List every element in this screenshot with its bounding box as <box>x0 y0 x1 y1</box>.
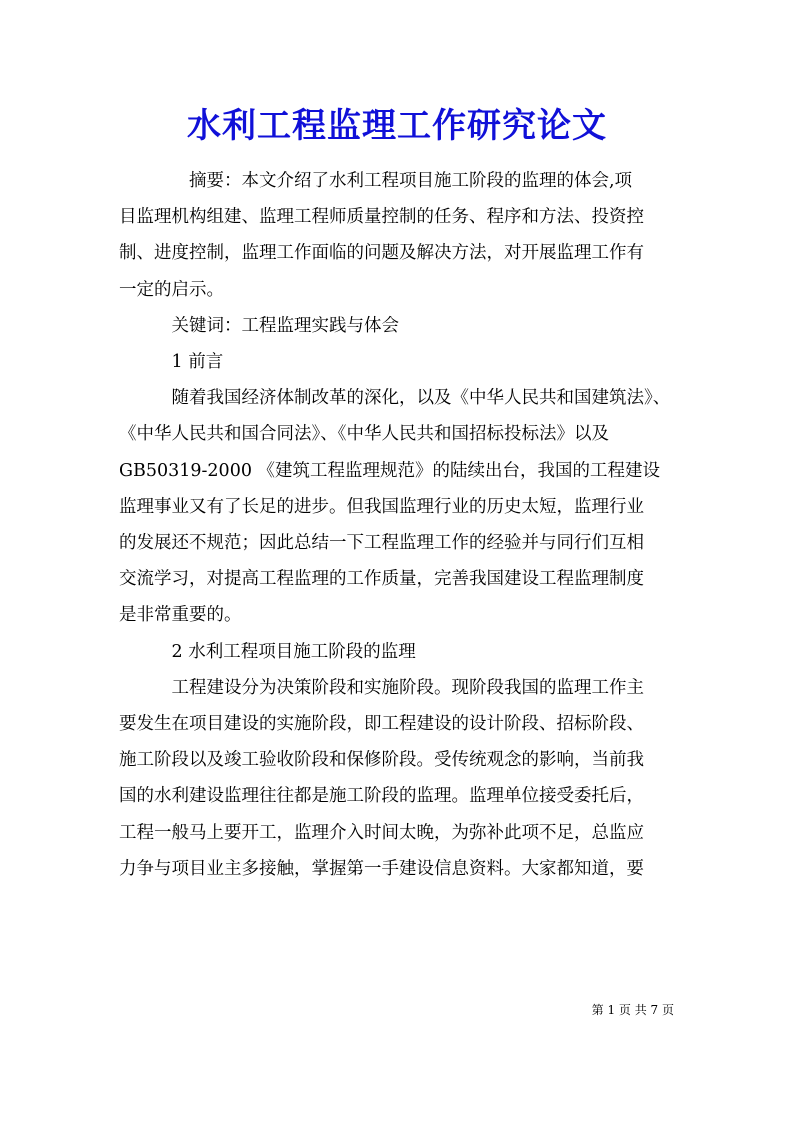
section-heading-2 <box>119 634 675 670</box>
text-line: 1 前言 <box>171 352 224 373</box>
text-line: 2 水利工程项目施工阶段的监理 <box>171 641 416 662</box>
text-line: 目监理机构组建、监理工程师质量控制的任务、程序和方法、投资控 <box>119 207 644 228</box>
text-line: 监理事业又有了长足的进步。但我国监理行业的历史太短，监理行业 <box>119 496 644 517</box>
text-line: 施工阶段以及竣工验收阶段和保修阶段。受传统观念的影响，当前我 <box>119 750 644 771</box>
text-line: 《中华人民共和国合同法》、《中华人民共和国招标投标法》以及 <box>119 424 609 445</box>
document-title: 水利工程监理工作研究论文 <box>187 106 607 146</box>
text-line: 要发生在项目建设的实施阶段，即工程建设的设计阶段、招标阶段、 <box>119 714 644 735</box>
section-2-paragraph <box>119 670 675 887</box>
text-line: GB50319-2000 《建筑工程监理规范》的陆续出台，我国的工程建设 <box>119 460 661 481</box>
text-line: 工程建设分为决策阶段和实施阶段。现阶段我国的监理工作主 <box>171 677 644 698</box>
document-body <box>119 163 675 887</box>
text-line: 制、进度控制，监理工作面临的问题及解决方法，对开展监理工作有 <box>119 243 644 264</box>
text-line: 交流学习，对提高工程监理的工作质量，完善我国建设工程监理制度 <box>119 569 644 590</box>
text-line: 一定的启示。 <box>119 279 224 300</box>
intro-paragraph <box>119 380 675 633</box>
keywords-paragraph <box>119 308 675 344</box>
text-line: 的发展还不规范；因此总结一下工程监理工作的经验并与同行们互相 <box>119 533 644 554</box>
abstract-paragraph <box>119 163 675 308</box>
section-heading-1 <box>119 344 675 380</box>
page-footer: 第 1 页 共 7 页 <box>591 1003 674 1017</box>
text-line: 工程一般马上要开工，监理介入时间太晚，为弥补此项不足，总监应 <box>119 822 644 843</box>
text-line: 关键词：工程监理实践与体会 <box>171 315 399 336</box>
text-line: 随着我国经济体制改革的深化，以及《中华人民共和国建筑法》、 <box>171 388 671 409</box>
text-line: 摘要：本文介绍了水利工程项目施工阶段的监理的体会,项 <box>189 171 633 191</box>
text-line: 力争与项目业主多接触，掌握第一手建设信息资料。大家都知道，要 <box>119 858 644 879</box>
text-line: 是非常重要的。 <box>119 605 242 626</box>
text-line: 国的水利建设监理往往都是施工阶段的监理。监理单位接受委托后， <box>119 786 644 807</box>
